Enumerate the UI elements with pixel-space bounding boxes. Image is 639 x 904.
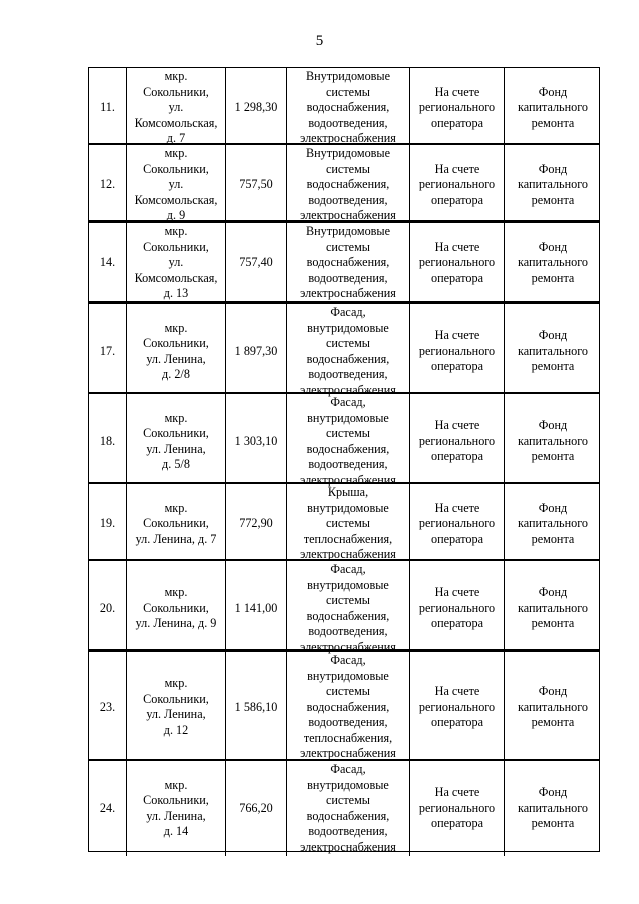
fund-cell xyxy=(504,652,601,763)
works-cell-line: электроснабжения xyxy=(300,746,396,760)
works-cell xyxy=(286,761,409,856)
works-cell-line: водоотведения, xyxy=(308,115,388,130)
works-cell-line: системы xyxy=(326,239,370,254)
fund-cell-line: Фонд xyxy=(538,585,568,600)
table-row xyxy=(88,483,600,560)
works-cell-line: внутридомовые xyxy=(307,500,389,515)
works-cell-line: Внутридомовые xyxy=(305,146,391,160)
address-cell-line: Комсомольская, xyxy=(134,192,218,207)
address-cell-line: д. 5/8 xyxy=(162,457,190,471)
address-cell-line: д. 9 xyxy=(166,208,186,222)
works-cell-line: теплоснабжения, xyxy=(303,531,393,546)
fund-cell-line: капитального xyxy=(517,699,589,714)
works-cell-line: системы xyxy=(326,516,370,530)
fund-cell xyxy=(504,145,601,225)
works-cell-line: водоснабжения, xyxy=(306,255,390,269)
account-cell xyxy=(409,484,504,564)
fund-cell-line: Фонд xyxy=(538,785,568,800)
area-cell: 757,40 xyxy=(225,223,286,303)
works-cell-line: водоснабжения, xyxy=(306,100,390,114)
works-cell-line: водоотведения, xyxy=(308,270,388,285)
account-cell-line: регионального xyxy=(418,343,496,358)
works-cell-line: системы xyxy=(326,84,370,99)
account-cell-line: оператора xyxy=(431,531,483,546)
works-cell-line: системы xyxy=(326,684,370,698)
works-cell-line: электроснабжения xyxy=(300,472,396,487)
fund-cell-line: Фонд xyxy=(538,500,568,515)
works-cell-line: электроснабжения xyxy=(300,208,396,222)
account-cell-line: оператора xyxy=(431,192,483,207)
fund-cell xyxy=(504,394,601,489)
account-cell-line: На счете xyxy=(434,84,480,99)
table-row xyxy=(88,67,600,144)
fund-cell-line: ремонта xyxy=(531,192,575,207)
table-row xyxy=(88,221,600,302)
table-row xyxy=(88,144,600,221)
account-cell-line: На счете xyxy=(434,239,480,254)
account-cell-line: На счете xyxy=(434,500,480,515)
area-cell: 1 298,30 xyxy=(225,68,286,148)
row-number: 14. xyxy=(99,255,116,269)
works-cell-line: водоснабжения, xyxy=(306,699,390,714)
works-cell-line: электроснабжения xyxy=(300,382,396,397)
works-cell xyxy=(286,223,409,303)
address-cell xyxy=(126,304,225,399)
address-cell-line: ул. Ленина, д. 7 xyxy=(135,531,217,546)
fund-cell xyxy=(504,68,601,148)
account-cell-line: регионального xyxy=(418,433,496,448)
account-cell xyxy=(409,304,504,399)
account-cell xyxy=(409,223,504,303)
address-cell-line: Комсомольская, xyxy=(134,115,218,130)
table-row xyxy=(88,393,600,487)
row-number: 12. xyxy=(99,177,116,191)
address-cell-line: ул. xyxy=(168,255,184,269)
fund-cell-line: ремонта xyxy=(531,115,575,130)
address-cell xyxy=(126,394,225,489)
area-cell: 1 303,10 xyxy=(225,394,286,489)
address-cell-line: Сокольники, xyxy=(143,161,209,176)
works-cell-line: водоотведения, xyxy=(308,715,388,729)
works-cell-line: электроснабжения xyxy=(300,839,396,854)
works-cell-line: водоотведения, xyxy=(308,367,388,381)
address-cell-line: мкр. xyxy=(164,320,188,335)
works-cell-line: Фасад, xyxy=(330,762,366,776)
works-cell xyxy=(286,652,409,763)
account-cell xyxy=(409,561,504,656)
fund-cell xyxy=(504,223,601,303)
repair-table xyxy=(88,67,600,852)
works-cell-line: электроснабжения xyxy=(300,639,396,654)
fund-cell-line: капитального xyxy=(517,600,589,615)
works-cell-line: системы xyxy=(326,161,370,176)
address-cell-line: мкр. xyxy=(164,410,188,425)
account-cell-line: оператора xyxy=(431,616,483,631)
works-cell xyxy=(286,484,409,564)
account-cell-line: оператора xyxy=(431,715,483,729)
account-cell-line: регионального xyxy=(418,100,496,114)
account-cell-line: На счете xyxy=(434,684,480,698)
row-number: 24. xyxy=(99,800,116,815)
fund-cell-line: Фонд xyxy=(538,418,568,433)
row-number: 18. xyxy=(99,433,116,448)
address-cell-line: мкр. xyxy=(164,146,188,160)
table-row xyxy=(88,302,600,397)
page-number: 5 xyxy=(315,33,324,49)
account-cell xyxy=(409,394,504,489)
address-cell-line: ул. Ленина, xyxy=(146,441,206,456)
account-cell xyxy=(409,68,504,148)
works-cell-line: системы xyxy=(326,793,370,807)
address-cell xyxy=(126,484,225,564)
fund-cell-line: ремонта xyxy=(531,816,575,831)
area-cell: 1 141,00 xyxy=(225,561,286,656)
row-number: 17. xyxy=(99,343,116,358)
fund-cell-line: Фонд xyxy=(538,161,568,176)
address-cell-line: мкр. xyxy=(164,676,188,691)
works-cell xyxy=(286,145,409,225)
table-row xyxy=(88,650,600,760)
address-cell xyxy=(126,68,225,148)
works-cell-line: системы xyxy=(326,593,370,607)
account-cell xyxy=(409,145,504,225)
works-cell-line: электроснабжения xyxy=(300,131,396,145)
address-cell-line: мкр. xyxy=(164,224,188,238)
row-number: 20. xyxy=(99,600,116,615)
address-cell-line: Сокольники, xyxy=(143,84,209,99)
works-cell xyxy=(286,394,409,489)
account-cell-line: регионального xyxy=(418,699,496,714)
account-cell-line: На счете xyxy=(434,161,480,176)
account-cell-line: регионального xyxy=(418,177,496,191)
address-cell-line: Сокольники, xyxy=(143,239,209,254)
works-cell-line: внутридомовые xyxy=(307,577,389,592)
account-cell-line: оператора xyxy=(431,270,483,285)
account-cell-line: На счете xyxy=(434,585,480,600)
account-cell-line: оператора xyxy=(431,816,483,831)
works-cell-line: внутридомовые xyxy=(307,777,389,792)
works-cell-line: теплоснабжения, xyxy=(303,730,393,745)
address-cell-line: Сокольники, xyxy=(143,793,209,807)
account-cell-line: регионального xyxy=(418,600,496,615)
works-cell xyxy=(286,304,409,399)
works-cell xyxy=(286,68,409,148)
fund-cell-line: ремонта xyxy=(531,449,575,464)
works-cell-line: внутридомовые xyxy=(307,410,389,425)
works-cell-line: водоотведения, xyxy=(308,457,388,471)
fund-cell-line: капитального xyxy=(517,177,589,191)
works-cell-line: Внутридомовые xyxy=(305,224,391,238)
area-cell: 1 586,10 xyxy=(225,652,286,763)
works-cell-line: Фасад, xyxy=(330,562,366,576)
address-cell-line: Сокольники, xyxy=(143,691,209,706)
works-cell-line: водоснабжения, xyxy=(306,351,390,366)
fund-cell-line: капитального xyxy=(517,255,589,269)
address-cell xyxy=(126,223,225,303)
fund-cell-line: капитального xyxy=(517,800,589,815)
fund-cell xyxy=(504,304,601,399)
fund-cell-line: ремонта xyxy=(531,531,575,546)
account-cell-line: На счете xyxy=(434,418,480,433)
fund-cell-line: Фонд xyxy=(538,239,568,254)
account-cell-line: На счете xyxy=(434,328,480,343)
works-cell-line: водоснабжения, xyxy=(306,441,390,456)
fund-cell-line: Фонд xyxy=(538,84,568,99)
address-cell-line: Сокольники, xyxy=(143,426,209,440)
address-cell-line: д. 7 xyxy=(166,131,186,145)
account-cell xyxy=(409,761,504,856)
fund-cell-line: капитального xyxy=(517,516,589,530)
works-cell-line: Фасад, xyxy=(330,653,366,667)
works-cell-line: системы xyxy=(326,336,370,350)
address-cell-line: д. 14 xyxy=(163,824,189,838)
address-cell-line: мкр. xyxy=(164,69,188,83)
fund-cell-line: ремонта xyxy=(531,359,575,374)
address-cell-line: ул. Ленина, xyxy=(146,808,206,823)
table-row xyxy=(88,760,600,852)
account-cell-line: оператора xyxy=(431,359,483,374)
account-cell-line: оператора xyxy=(431,449,483,464)
works-cell-line: электроснабжения xyxy=(300,547,396,561)
row-number: 19. xyxy=(99,516,116,530)
account-cell xyxy=(409,652,504,763)
fund-cell xyxy=(504,484,601,564)
works-cell-line: внутридомовые xyxy=(307,668,389,683)
address-cell-line: Сокольники, xyxy=(143,336,209,350)
fund-cell-line: Фонд xyxy=(538,328,568,343)
works-cell xyxy=(286,561,409,656)
fund-cell-line: Фонд xyxy=(538,684,568,698)
address-cell-line: д. 12 xyxy=(163,722,189,737)
works-cell-line: водоснабжения, xyxy=(306,177,390,191)
area-cell: 772,90 xyxy=(225,484,286,564)
account-cell-line: регионального xyxy=(418,255,496,269)
works-cell-line: внутридомовые xyxy=(307,320,389,335)
fund-cell-line: ремонта xyxy=(531,616,575,631)
address-cell-line: мкр. xyxy=(164,585,188,600)
row-number: 23. xyxy=(99,699,116,714)
account-cell-line: оператора xyxy=(431,115,483,130)
address-cell-line: Сокольники, xyxy=(143,600,209,615)
works-cell-line: водоснабжения, xyxy=(306,808,390,823)
address-cell-line: д. 13 xyxy=(163,286,189,300)
address-cell-line: Сокольники, xyxy=(143,516,209,530)
fund-cell-line: капитального xyxy=(517,433,589,448)
row-number: 11. xyxy=(100,100,115,114)
address-cell-line: ул. Ленина, xyxy=(146,351,206,366)
fund-cell-line: капитального xyxy=(517,100,589,114)
area-cell: 757,50 xyxy=(225,145,286,225)
address-cell-line: д. 2/8 xyxy=(162,367,190,381)
table-row xyxy=(88,560,600,654)
address-cell-line: ул. xyxy=(168,100,184,114)
works-cell-line: водоотведения, xyxy=(308,192,388,207)
works-cell-line: водоснабжения, xyxy=(306,608,390,623)
works-cell-line: системы xyxy=(326,426,370,440)
address-cell-line: ул. Ленина, xyxy=(146,707,206,722)
fund-cell-line: капитального xyxy=(517,343,589,358)
works-cell-line: водоотведения, xyxy=(308,624,388,638)
address-cell-line: Комсомольская, xyxy=(134,270,218,285)
address-cell xyxy=(126,652,225,763)
address-cell xyxy=(126,561,225,656)
account-cell-line: На счете xyxy=(434,785,480,800)
address-cell xyxy=(126,761,225,856)
address-cell-line: мкр. xyxy=(164,500,188,515)
fund-cell xyxy=(504,761,601,856)
address-cell xyxy=(126,145,225,225)
fund-cell-line: ремонта xyxy=(531,715,575,729)
area-cell: 766,20 xyxy=(225,761,286,856)
area-cell: 1 897,30 xyxy=(225,304,286,399)
works-cell-line: водоотведения, xyxy=(308,824,388,838)
fund-cell xyxy=(504,561,601,656)
address-cell-line: мкр. xyxy=(164,777,188,792)
address-cell-line: ул. Ленина, д. 9 xyxy=(135,616,217,631)
works-cell-line: Крыша, xyxy=(327,485,369,499)
works-cell-line: Фасад, xyxy=(330,305,366,319)
works-cell-line: Внутридомовые xyxy=(305,69,391,83)
works-cell-line: электроснабжения xyxy=(300,286,396,300)
account-cell-line: регионального xyxy=(418,516,496,530)
account-cell-line: регионального xyxy=(418,800,496,815)
fund-cell-line: ремонта xyxy=(531,270,575,285)
works-cell-line: Фасад, xyxy=(330,395,366,409)
address-cell-line: ул. xyxy=(168,177,184,191)
